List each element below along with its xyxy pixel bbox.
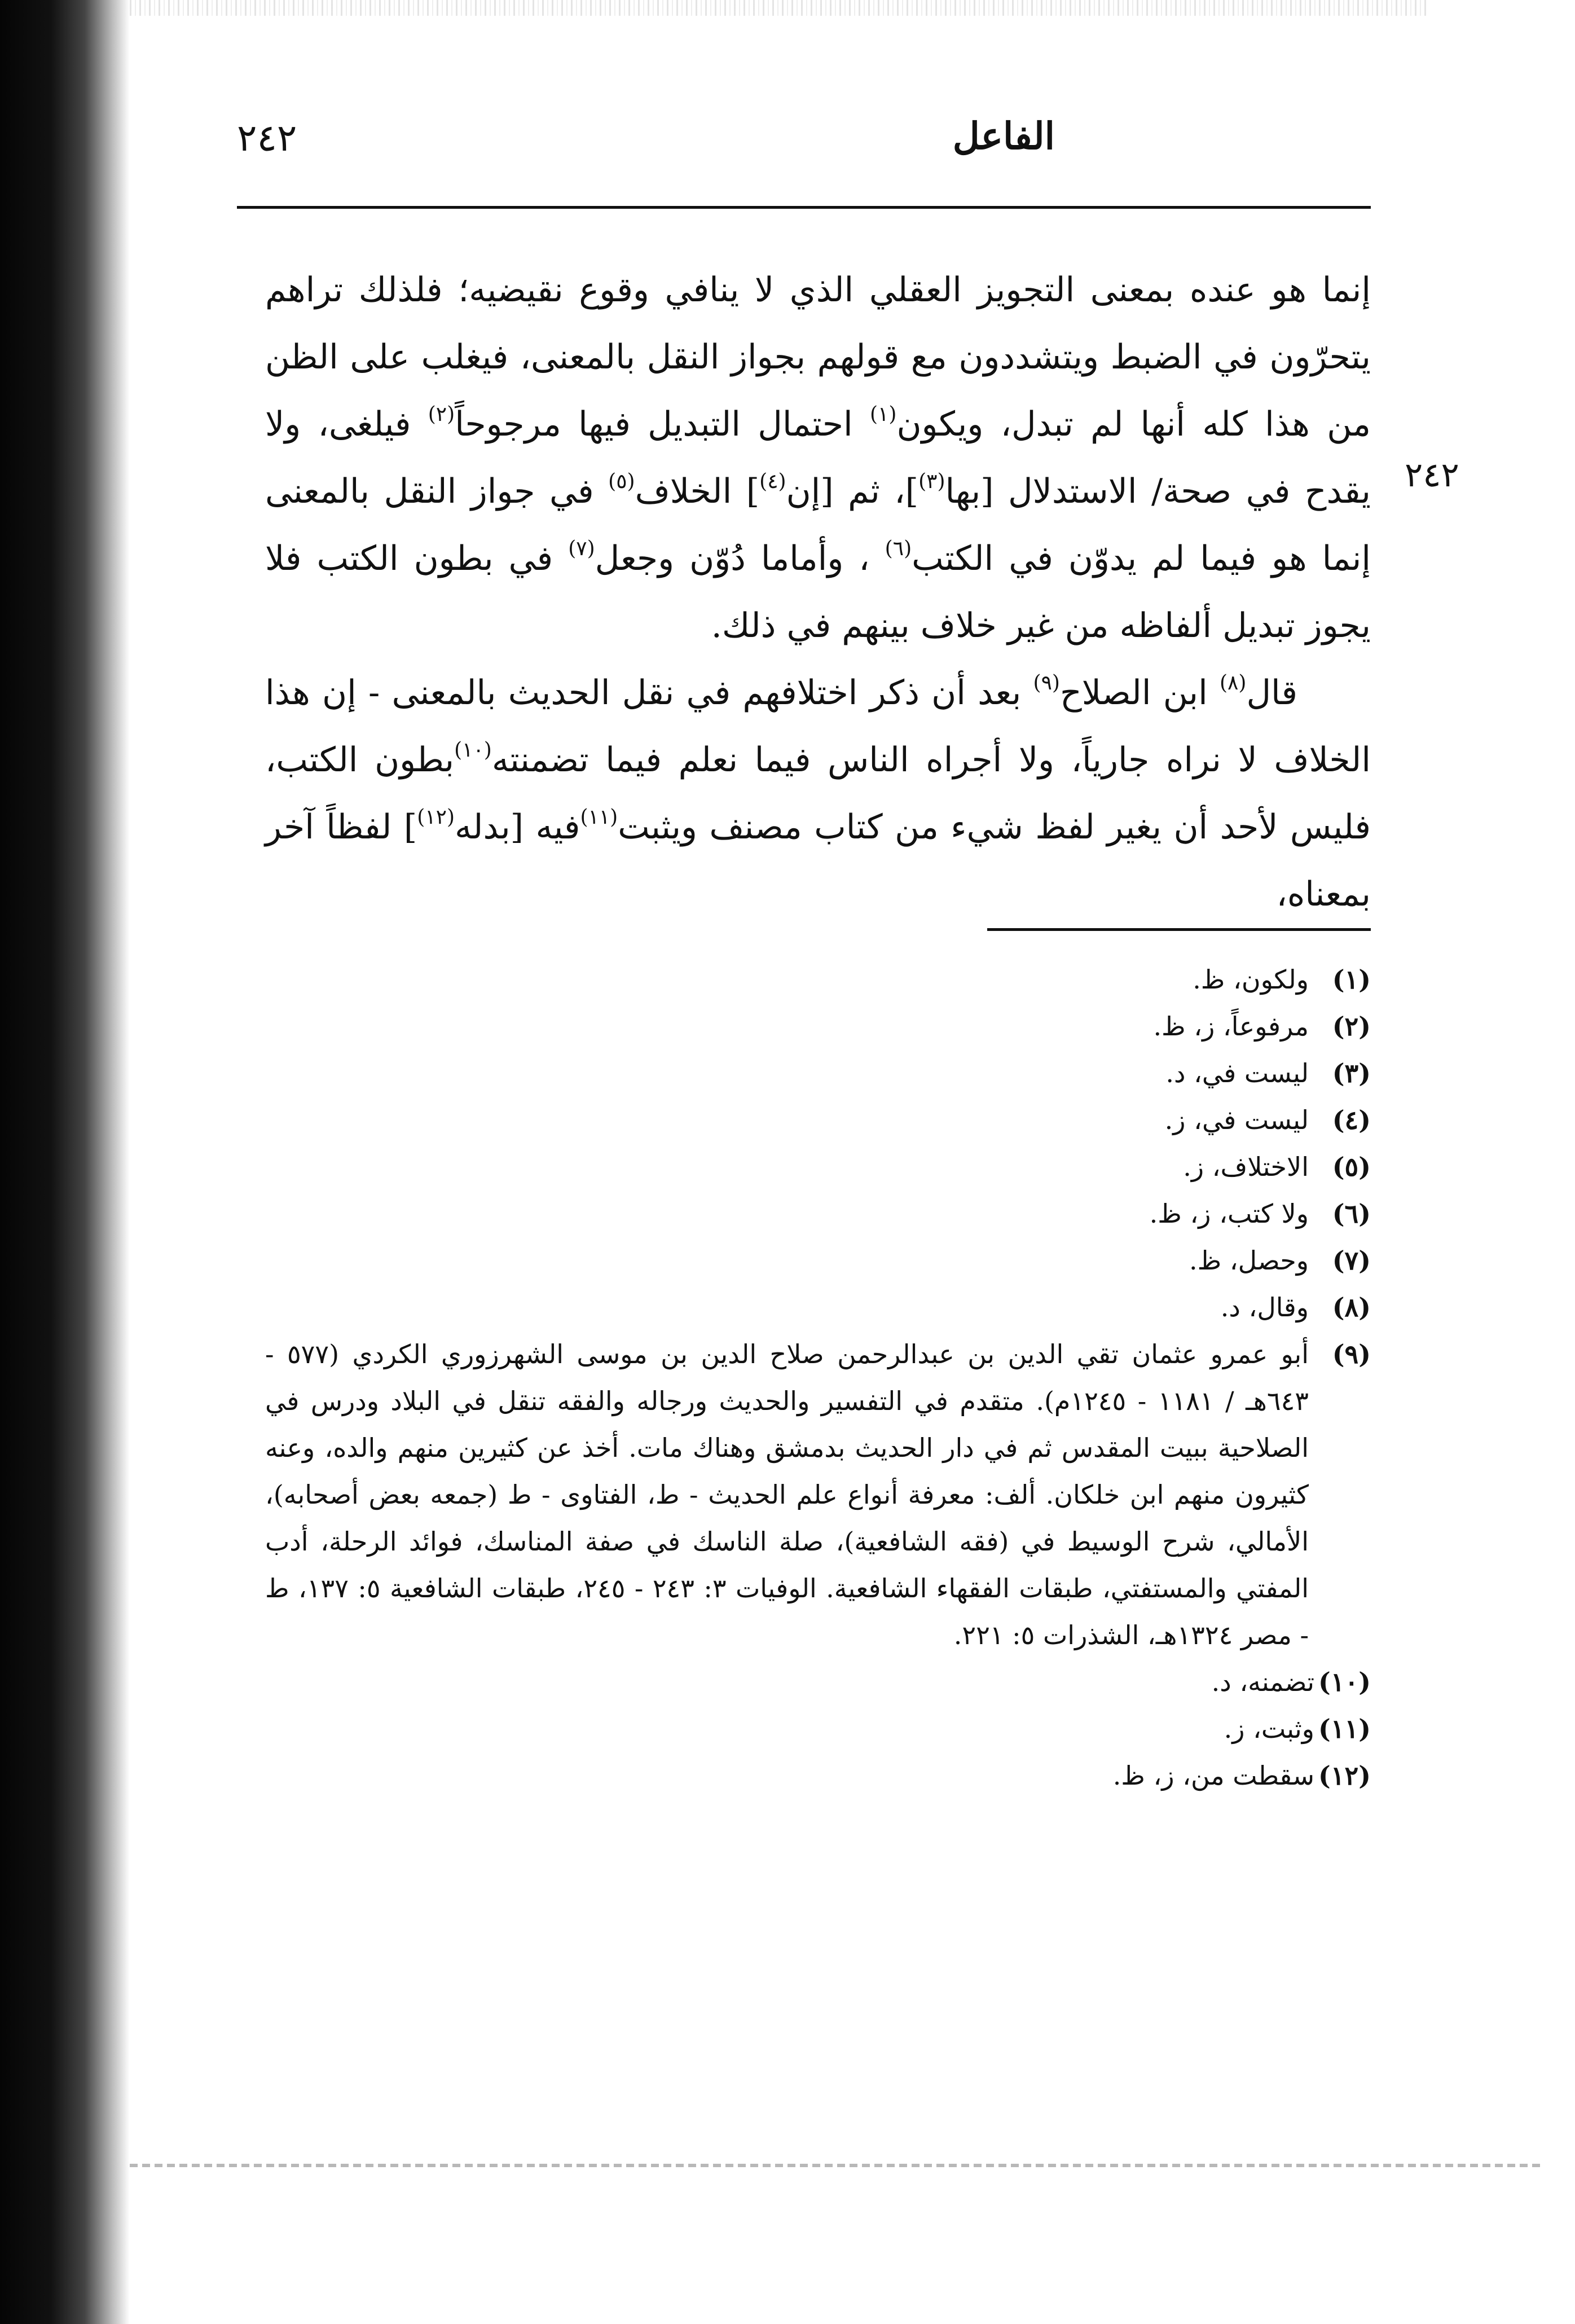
footnote-text: وحصل، ظ. xyxy=(1189,1245,1309,1276)
footnote-8 xyxy=(265,1284,1371,1331)
header-divider xyxy=(237,206,1371,209)
page-header xyxy=(237,107,1371,175)
text-run: ] الخلاف xyxy=(635,472,760,511)
footnote-9 xyxy=(265,1331,1371,1659)
footnote-text: وثبت، ز. xyxy=(1224,1714,1314,1744)
footnote-2 xyxy=(265,1003,1371,1050)
footnote-text: ولكون، ظ. xyxy=(1193,964,1309,995)
footnote-11 xyxy=(265,1706,1371,1752)
footnote-text: سقطت من، ز، ظ. xyxy=(1112,1760,1314,1791)
text-run: ]، ثم [إن xyxy=(786,472,919,511)
footnote-4 xyxy=(265,1097,1371,1144)
text-run: فيه [بدله xyxy=(455,807,580,847)
main-text xyxy=(265,257,1371,928)
footnote-marker-12[interactable]: (١٢) xyxy=(417,806,455,829)
footnote-7 xyxy=(265,1237,1371,1284)
text-run: في بطون الكتب فلا يجوز تبديل ألفاظه من غير خلاف بينهم في ذلك. xyxy=(265,539,1371,645)
footnote-marker-10[interactable]: (١٠) xyxy=(454,739,492,762)
text-run: في جواز النقل بالمعنى إنما هو فيما لم يدوّن في الكتب xyxy=(265,472,1371,578)
paragraph-2 xyxy=(265,660,1371,928)
footnote-1 xyxy=(265,956,1371,1003)
page-number: ٢٤٢ xyxy=(237,116,297,160)
footnote-number: (١١) xyxy=(1318,1714,1371,1744)
footnote-marker-2[interactable]: (٢) xyxy=(428,403,455,426)
footnote-marker-7[interactable]: (٧) xyxy=(568,537,595,560)
footnote-number: (٩) xyxy=(1332,1339,1371,1369)
text-run: ، وأماما دُوّن وجعل xyxy=(595,539,870,578)
footnote-number: (١) xyxy=(1332,964,1371,995)
footnotes xyxy=(265,956,1371,1799)
footnote-marker-11[interactable]: (١١) xyxy=(580,806,618,829)
footnote-marker-6[interactable]: (٦) xyxy=(885,537,912,560)
scan-edge-top xyxy=(130,0,1427,16)
footnote-text: ولا كتب، ز، ظ. xyxy=(1149,1198,1309,1229)
text-run: ابن الصلاح xyxy=(1059,673,1208,713)
footnote-number: (١٠) xyxy=(1318,1667,1371,1697)
footnote-marker-4[interactable]: (٤) xyxy=(759,470,786,493)
footnote-number: (٧) xyxy=(1332,1245,1371,1276)
footnote-text: ليست في، د. xyxy=(1165,1058,1309,1088)
footnote-number: (٢) xyxy=(1332,1011,1371,1042)
footnote-5 xyxy=(265,1144,1371,1190)
text-run: فيلغى، ولا يقدح في صحة/ الاستدلال [بها xyxy=(265,405,1371,511)
footnote-text: تضمنه، د. xyxy=(1211,1667,1314,1697)
text-run: بعد أن ذكر اختلافهم في نقل الحديث بالمعنى - إن هذا الخلاف لا نراه جارياً، ولا أجراه الناس فيما نعلم فيما تضمنته xyxy=(265,673,1371,780)
text-run: قال xyxy=(1246,673,1297,713)
footnote-marker-3[interactable]: (٣) xyxy=(918,470,945,493)
footnote-text: وقال، د. xyxy=(1220,1292,1309,1323)
margin-page-reference: ٢٤٢ xyxy=(1405,455,1459,495)
footnote-number: (٤) xyxy=(1332,1105,1371,1135)
text-run: إنما هو عنده بمعنى التجويز العقلي الذي لا ينافي وقوع نقيضيه؛ فلذلك تراهم يتحرّون في الضبط ويتشددون مع قولهم بجواز النقل بالمعنى، فيغلب على الظن من هذا كله أنها لم تبدل، ويكون xyxy=(265,270,1371,444)
text-run: ] لفظاً آخر بمعناه، xyxy=(265,807,1371,914)
footnote-6 xyxy=(265,1190,1371,1237)
text-run: احتمال التبديل فيها مرجوحاً xyxy=(455,405,853,444)
footnote-marker-5[interactable]: (٥) xyxy=(608,470,635,493)
binding-shadow xyxy=(0,0,130,2324)
footnote-3 xyxy=(265,1050,1371,1097)
footnote-marker-1[interactable]: (١) xyxy=(870,403,897,426)
footnote-number: (١٢) xyxy=(1318,1760,1371,1791)
footnote-10 xyxy=(265,1659,1371,1706)
running-title: الفاعل xyxy=(952,114,1055,158)
footnote-text: ليست في، ز. xyxy=(1164,1105,1309,1135)
footnote-marker-8[interactable]: (٨) xyxy=(1220,671,1247,695)
footnote-number: (٦) xyxy=(1332,1198,1371,1229)
footnote-number: (٣) xyxy=(1332,1058,1371,1088)
footnote-text: الاختلاف، ز. xyxy=(1183,1152,1309,1182)
footnote-text: أبو عمرو عثمان تقي الدين بن عبدالرحمن صلاح الدين بن موسى الشهرزوري الكردي (٥٧٧ - ٦٤٣هـ / ١١٨١ - ١٢٤٥م). متقدم في التفسير والحديث ورجاله والفقه تنقل في البلاد ودرس في الصلاحية ببيت المقدس ثم في دار الحديث بدمشق وهناك مات. أخذ عن كثيرين منهم والده، وعنه كثيرون منهم ابن خلكان. ألف: معرفة أنواع علم الحديث - ط، الفتاوى - ط (جمعه بعض أصحابه)، الأمالي، شرح الوسيط في (فقه الشافعية)، صلة الناسك في صفة المناسك، فوائد الرحلة، أدب المفتي والمستفتي، طبقات الفقهاء الشافعية. الوفيات ٣: ٢٤٣ - ٢٤٥، طبقات الشافعية ٥: ١٣٧، ط - مصر ١٣٢٤هـ، الشذرات ٥: ٢٢١. xyxy=(265,1339,1309,1650)
scan-edge-bottom xyxy=(130,2164,1540,2167)
footnote-text: مرفوعاً، ز، ظ. xyxy=(1153,1011,1309,1042)
footnote-number: (٨) xyxy=(1332,1292,1371,1323)
text-run: بطون الكتب، فليس لأحد أن يغير لفظ شيء من كتاب مصنف ويثبت xyxy=(265,740,1371,847)
paragraph-1 xyxy=(265,257,1371,660)
footnote-number: (٥) xyxy=(1332,1152,1371,1182)
footnote-divider xyxy=(987,928,1371,931)
footnote-marker-9[interactable]: (٩) xyxy=(1033,671,1060,695)
footnote-12 xyxy=(265,1752,1371,1799)
